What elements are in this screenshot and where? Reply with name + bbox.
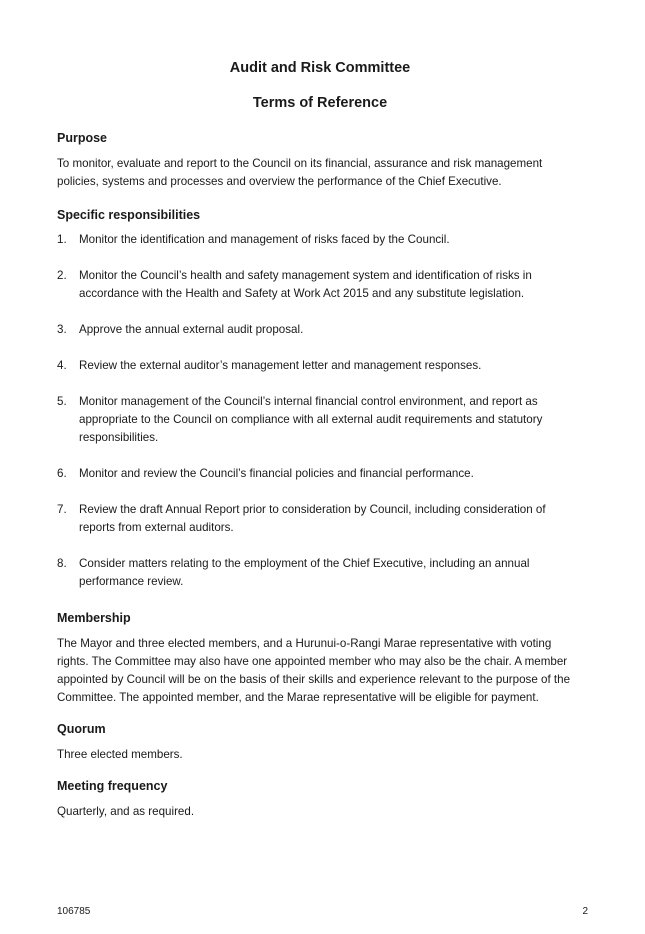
responsibilities-heading: Specific responsibilities (57, 208, 201, 222)
list-item (57, 321, 583, 339)
list-item-number: 7. (57, 503, 67, 516)
list-item (57, 267, 583, 303)
document-subtitle: Terms of Reference (252, 95, 388, 111)
list-item-number: 8. (57, 557, 67, 570)
list-item-number: 6. (57, 467, 67, 480)
list-item-number: 5. (57, 395, 67, 408)
meeting-frequency-text: Quarterly, and as required. (57, 805, 195, 818)
list-item-number: 4. (57, 359, 67, 372)
purpose-text: To monitor, evaluate and report to the Council on its financial, assurance and risk management policies, systems and processes and overview the performance of the Chief Executive. (57, 157, 543, 188)
document-title: Audit and Risk Committee (229, 60, 411, 76)
page-footer (57, 905, 588, 919)
quorum-heading: Quorum (57, 722, 106, 736)
list-item-number: 3. (57, 323, 67, 336)
membership-heading: Membership (57, 611, 131, 625)
list-item (57, 357, 583, 375)
list-item (57, 393, 583, 447)
list-item-text: Monitor the Council’s health and safety management system and identification of risks in accordance with the Health and Safety at Work Act 2015 and any substitute legislation. (79, 269, 532, 300)
list-item-text: Consider matters relating to the employment of the Chief Executive, including an annual performance review. (79, 557, 530, 588)
meeting-frequency-heading: Meeting frequency (57, 779, 168, 793)
quorum-text: Three elected members. (57, 748, 183, 761)
list-item-text: Monitor the identification and management of risks faced by the Council. (79, 233, 450, 246)
list-item (57, 465, 583, 483)
responsibilities-list (57, 231, 583, 591)
list-item-text: Review the external auditor’s management letter and management responses. (79, 359, 482, 372)
list-item-text: Approve the annual external audit proposal. (79, 323, 304, 336)
purpose-heading: Purpose (57, 131, 108, 145)
footer-doc-number: 106785 (57, 906, 91, 917)
membership-text: The Mayor and three elected members, and a Hurunui-o-Rangi Marae representative with voting rights. The Committee may also have one appointed member who may also be the chair. A member appointed by Council will be on the basis of their skills and experience relevant to the purpose of the Committee. The appointed member, and the Marae representative will be eligible for payment. (57, 637, 571, 704)
list-item (57, 231, 583, 249)
list-item-number: 2. (57, 269, 67, 282)
list-item-text: Monitor and review the Council’s financial policies and financial performance. (79, 467, 474, 480)
list-item-text: Monitor management of the Council’s internal financial control environment, and report as appropriate to the Council on compliance with all external audit requirements and statutory responsibilities. (79, 395, 543, 444)
footer-page-number: 2 (582, 906, 588, 917)
list-item (57, 555, 583, 591)
list-item (57, 501, 583, 537)
list-item-text: Review the draft Annual Report prior to consideration by Council, including consideration of reports from external auditors. (79, 503, 546, 534)
list-item-number: 1. (57, 233, 67, 246)
